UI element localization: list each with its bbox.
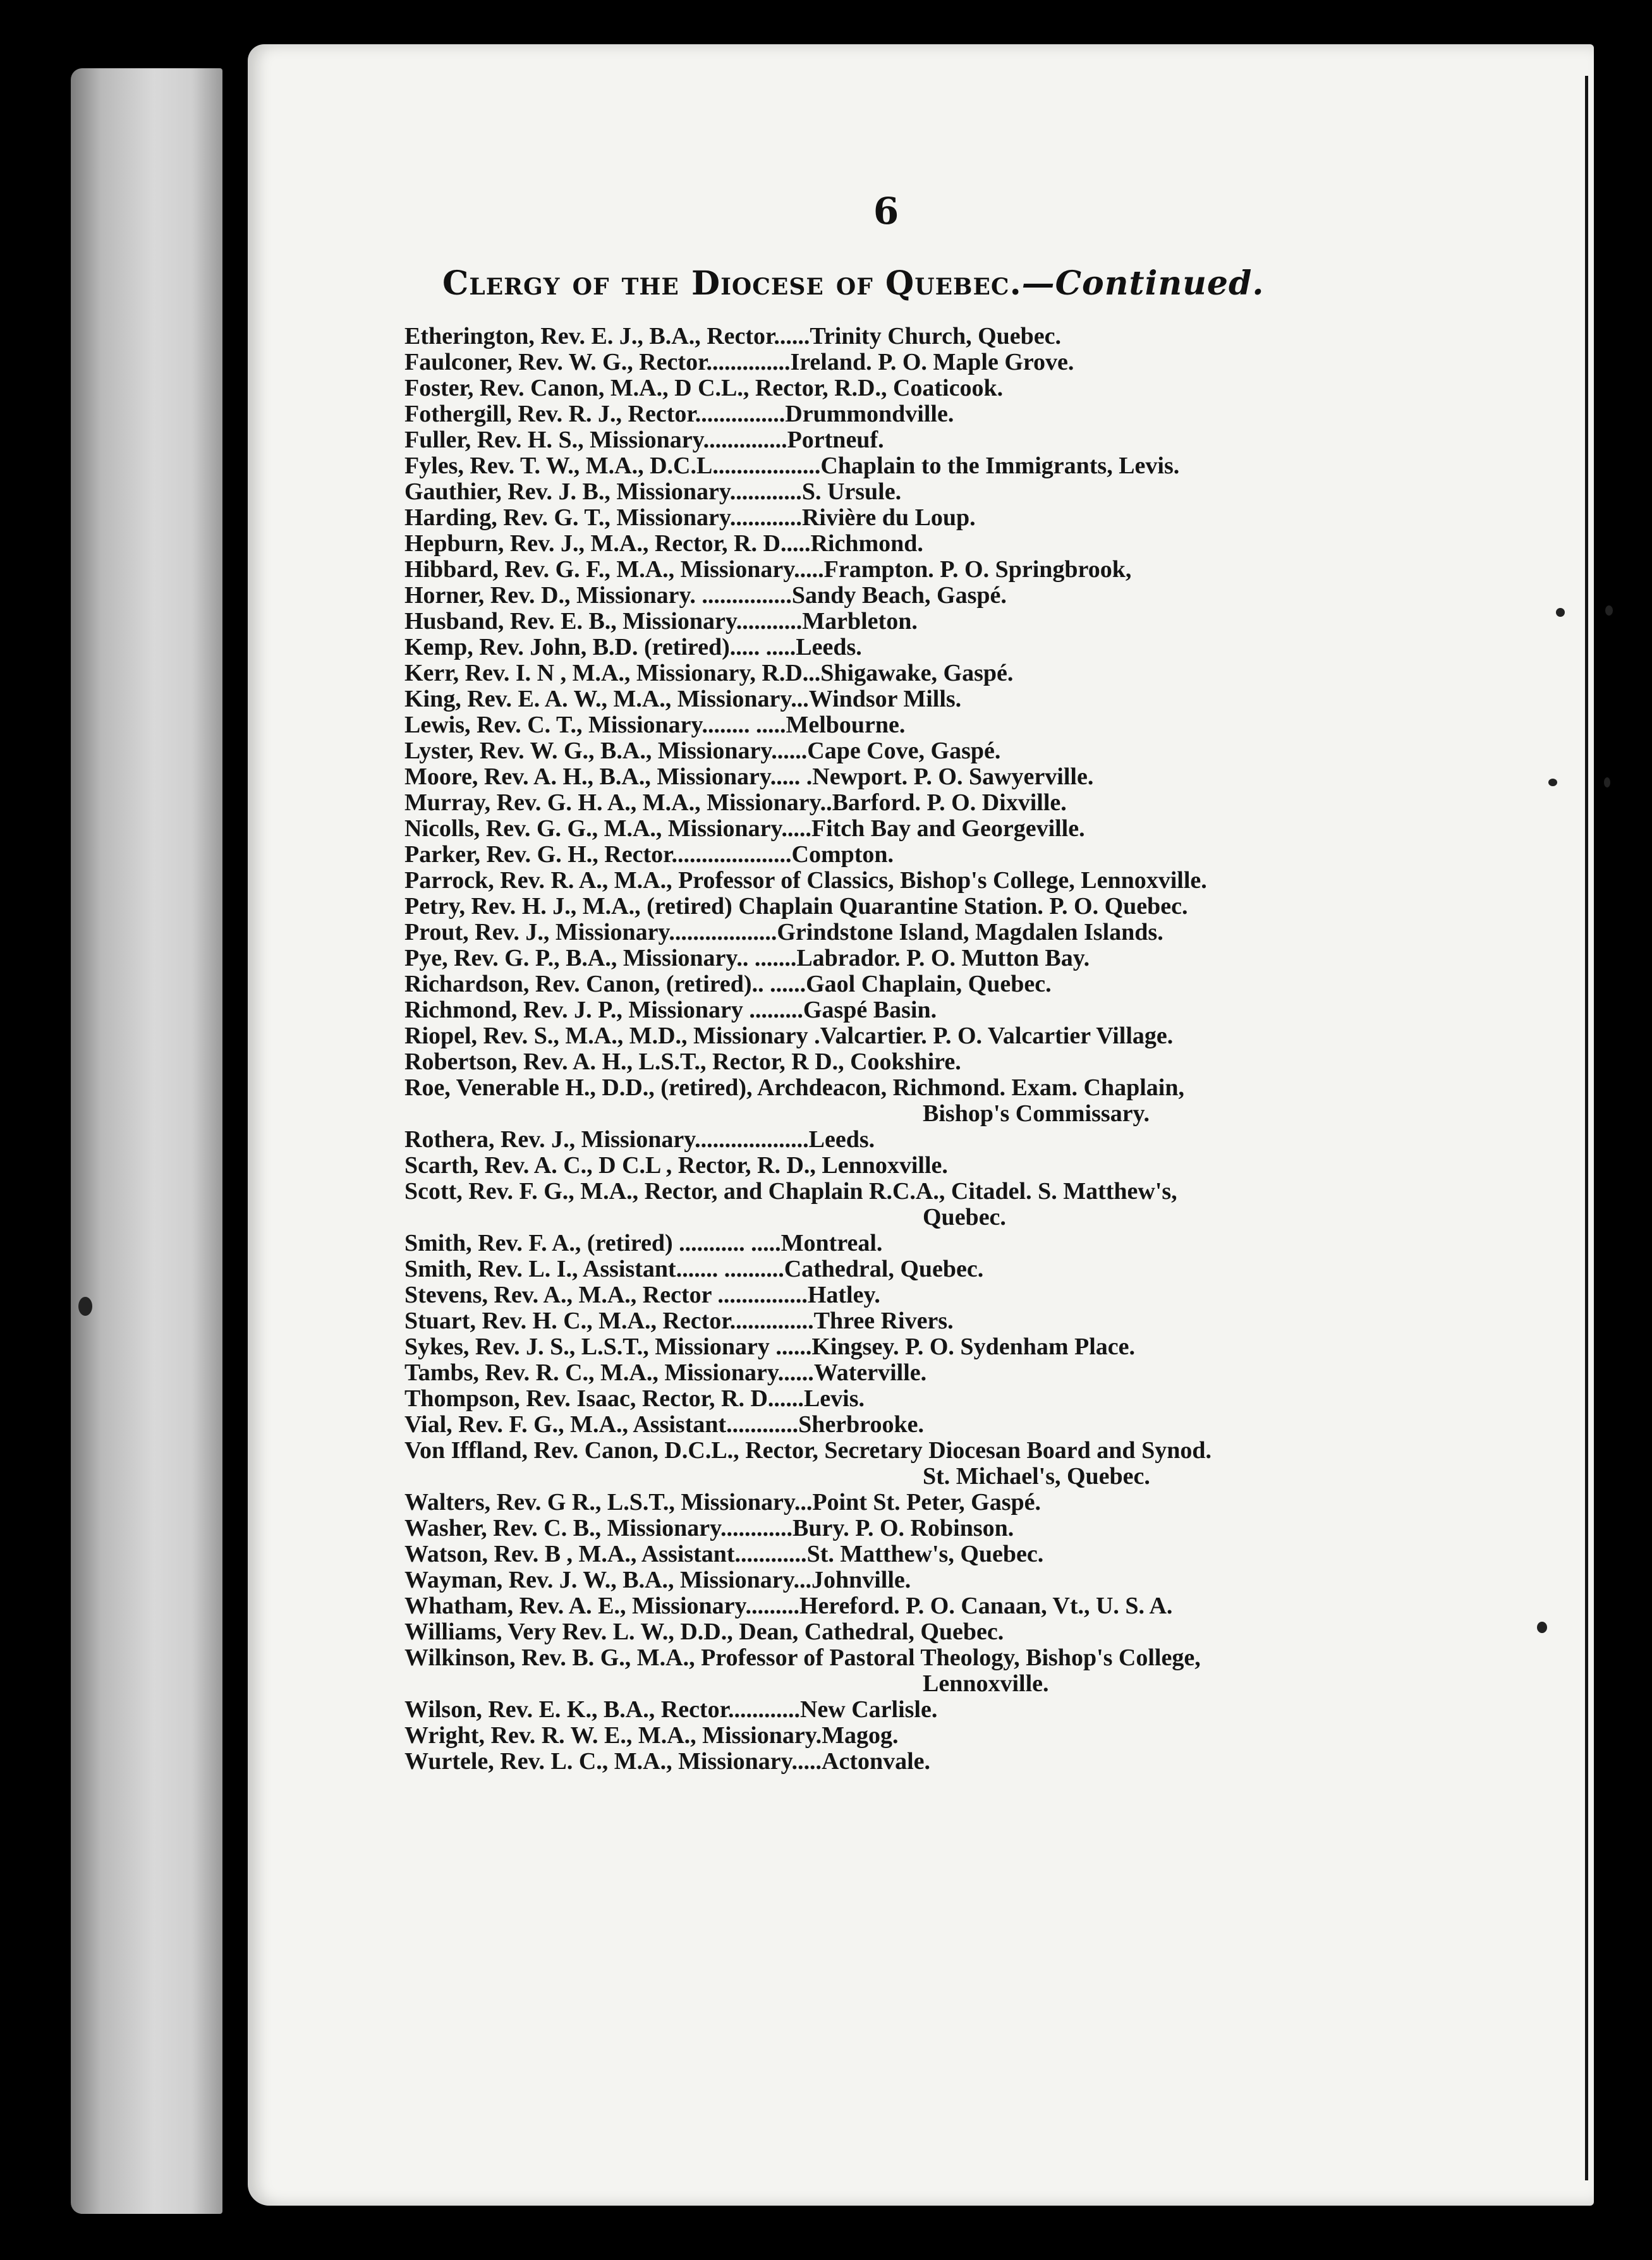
clergy-place: Gaspé Basin. <box>803 997 937 1023</box>
clergy-place: Labrador. P. O. Mutton Bay. <box>796 945 1090 971</box>
clergy-name: Roe, Venerable H., D.D., (retired), Archdeacon, Richmond. Exam. Chaplain, <box>404 1074 1184 1101</box>
clergy-place: Valcartier. P. O. Valcartier Village. <box>820 1023 1174 1049</box>
clergy-name: Lyster, Rev. W. G., B.A., Missionary...... <box>404 738 808 764</box>
clergy-entry <box>404 868 1371 894</box>
clergy-name: Horner, Rev. D., Missionary. ............... <box>404 582 792 609</box>
clergy-place: Drummondville. <box>785 401 954 427</box>
clergy-entry <box>404 349 1371 375</box>
clergy-entry <box>404 583 1371 609</box>
clergy-name: Wilkinson, Rev. B. G., M.A., Professor of Pastoral Theology, Bishop's College, <box>404 1644 1201 1671</box>
clergy-list <box>404 324 1371 1775</box>
clergy-name: Von Iffland, Rev. Canon, D.C.L., Rector, Secretary Diocesan Board and Synod. <box>404 1437 1212 1464</box>
clergy-place: Windsor Mills. <box>808 686 962 712</box>
clergy-entry <box>404 945 1371 971</box>
clergy-place: Leeds. <box>796 634 862 660</box>
clergy-place: Frampton. P. O. Springbrook, <box>823 556 1132 583</box>
clergy-place: Waterville. <box>813 1359 927 1386</box>
clergy-place: Hatley. <box>807 1282 880 1308</box>
clergy-name: Petry, Rev. H. J., M.A., (retired) Chaplain Quarantine Station. P. O. Quebec. <box>404 893 1188 920</box>
clergy-place: Compton. <box>791 841 894 868</box>
clergy-entry <box>404 324 1371 349</box>
clergy-place: Montreal. <box>780 1230 883 1256</box>
clergy-entry <box>404 375 1371 401</box>
clergy-entry <box>404 738 1371 764</box>
page-edge-rule <box>1585 76 1588 2180</box>
clergy-place: Chaplain to the Immigrants, Levis. <box>820 453 1180 479</box>
clergy-entry <box>404 1023 1371 1049</box>
clergy-entry <box>404 505 1371 531</box>
clergy-name: Prout, Rev. J., Missionary.................. <box>404 919 777 945</box>
clergy-place: Kingsey. P. O. Sydenham Place. <box>811 1334 1135 1360</box>
clergy-name: Kerr, Rev. I. N , M.A., Missionary, R.D... <box>404 660 821 686</box>
clergy-name: Scarth, Rev. A. C., D C.L , Rector, R. D., Lennoxville. <box>404 1152 948 1179</box>
clergy-entry <box>404 920 1371 945</box>
clergy-place: Sandy Beach, Gaspé. <box>791 582 1007 609</box>
clergy-entry <box>404 1438 1371 1464</box>
clergy-place: Portneuf. <box>787 427 884 453</box>
clergy-name: King, Rev. E. A. W., M.A., Missionary... <box>404 686 809 712</box>
clergy-entry <box>404 1308 1371 1334</box>
clergy-name: Riopel, Rev. S., M.A., M.D., Missionary . <box>404 1023 820 1049</box>
clergy-entry <box>404 427 1371 453</box>
clergy-place: Ireland. P. O. Maple Grove. <box>790 349 1074 375</box>
clergy-entry <box>404 1749 1371 1775</box>
clergy-continuation: Bishop's Commissary. <box>923 1100 1150 1127</box>
clergy-entry <box>404 842 1371 868</box>
clergy-entry <box>404 1230 1371 1256</box>
clergy-name: Stevens, Rev. A., M.A., Rector ............... <box>404 1282 808 1308</box>
clergy-entry <box>404 894 1371 920</box>
margin-mark <box>1604 777 1610 787</box>
clergy-name: Hepburn, Rev. J., M.A., Rector, R. D..... <box>404 530 811 557</box>
page-heading <box>442 264 1340 303</box>
clergy-entry <box>404 1593 1371 1619</box>
clergy-entry <box>404 531 1371 557</box>
clergy-entry <box>404 1490 1371 1516</box>
clergy-name: Parrock, Rev. R. A., M.A., Professor of Classics, Bishop's College, Lennoxville. <box>404 867 1207 894</box>
clergy-name: Richmond, Rev. J. P., Missionary ......... <box>404 997 803 1023</box>
clergy-place: Point St. Peter, Gaspé. <box>812 1489 1041 1516</box>
clergy-entry <box>404 816 1371 842</box>
clergy-name: Kemp, Rev. John, B.D. (retired)..... ..... <box>404 634 796 660</box>
clergy-name: Etherington, Rev. E. J., B.A., Rector...... <box>404 323 810 349</box>
clergy-place: Sherbrooke. <box>798 1411 924 1438</box>
clergy-name: Washer, Rev. C. B., Missionary............ <box>404 1515 793 1541</box>
clergy-entry <box>404 1075 1371 1101</box>
margin-mark <box>78 1297 92 1316</box>
clergy-continuation: St. Michael's, Quebec. <box>923 1463 1150 1490</box>
clergy-entry <box>404 660 1371 686</box>
clergy-name: Foster, Rev. Canon, M.A., D C.L., Rector, R.D., Coaticook. <box>404 375 1004 401</box>
clergy-name: Fyles, Rev. T. W., M.A., D.C.L.................. <box>404 453 821 479</box>
clergy-name: Murray, Rev. G. H. A., M.A., Missionary.. <box>404 789 832 816</box>
clergy-name: Nicolls, Rev. G. G., M.A., Missionary..... <box>404 815 811 842</box>
clergy-place: Magog. <box>822 1722 899 1749</box>
clergy-entry <box>404 1153 1371 1179</box>
page-number: 6 <box>873 190 899 233</box>
clergy-name: Whatham, Rev. A. E., Missionary......... <box>404 1593 799 1619</box>
clergy-entry <box>404 1541 1371 1567</box>
clergy-name: Pye, Rev. G. P., B.A., Missionary.. ....... <box>404 945 797 971</box>
clergy-place: New Carlisle. <box>799 1696 938 1723</box>
clergy-entry <box>404 453 1371 479</box>
clergy-place: Marbleton. <box>802 608 918 635</box>
clergy-entry <box>404 1697 1371 1723</box>
clergy-name: Fothergill, Rev. R. J., Rector............... <box>404 401 786 427</box>
clergy-place: Johnville. <box>811 1567 911 1593</box>
clergy-place: Fitch Bay and Georgeville. <box>811 815 1085 842</box>
clergy-place: Leeds. <box>808 1126 875 1153</box>
clergy-name: Vial, Rev. F. G., M.A., Assistant............ <box>404 1411 799 1438</box>
clergy-entry <box>404 1334 1371 1360</box>
clergy-entry <box>404 401 1371 427</box>
clergy-entry <box>404 712 1371 738</box>
clergy-place: Trinity Church, Quebec. <box>810 323 1062 349</box>
clergy-name: Smith, Rev. F. A., (retired) ........... ..... <box>404 1230 781 1256</box>
clergy-entry <box>404 1645 1371 1671</box>
clergy-continuation: Lennoxville. <box>923 1670 1049 1697</box>
margin-mark <box>1556 608 1565 617</box>
clergy-name: Stuart, Rev. H. C., M.A., Rector.............. <box>404 1308 814 1334</box>
clergy-place: Newport. P. O. Sawyerville. <box>812 763 1094 790</box>
clergy-name: Watson, Rev. B , M.A., Assistant............ <box>404 1541 807 1567</box>
clergy-entry <box>404 1256 1371 1282</box>
clergy-place: Actonvale. <box>822 1748 931 1775</box>
heading-continued: —Continued. <box>1021 264 1265 303</box>
clergy-name: Walters, Rev. G R., L.S.T., Missionary... <box>404 1489 813 1516</box>
clergy-entry <box>404 557 1371 583</box>
heading-title: Clergy of the Diocese of Quebec. <box>442 264 1022 303</box>
clergy-place: Cathedral, Quebec. <box>784 1256 984 1282</box>
clergy-entry <box>404 479 1371 505</box>
clergy-entry <box>404 1412 1371 1438</box>
clergy-place: St. Matthew's, Quebec. <box>806 1541 1044 1567</box>
clergy-entry <box>404 1049 1371 1075</box>
clergy-place: Gaol Chaplain, Quebec. <box>806 971 1052 997</box>
clergy-name: Husband, Rev. E. B., Missionary........... <box>404 608 803 635</box>
clergy-entry <box>404 997 1371 1023</box>
clergy-place: Rivière du Loup. <box>801 504 976 531</box>
clergy-place: Three Rivers. <box>813 1308 954 1334</box>
clergy-entry <box>404 1282 1371 1308</box>
clergy-entry <box>404 790 1371 816</box>
clergy-place: Melbourne. <box>786 712 906 738</box>
clergy-name: Parker, Rev. G. H., Rector.................... <box>404 841 792 868</box>
clergy-place: Shigawake, Gaspé. <box>820 660 1014 686</box>
clergy-name: Hibbard, Rev. G. F., M.A., Missionary..... <box>404 556 824 583</box>
book-spine-edge <box>71 68 222 2214</box>
clergy-name: Fuller, Rev. H. S., Missionary.............. <box>404 427 787 453</box>
clergy-entry <box>404 1127 1371 1153</box>
margin-mark <box>1537 1622 1547 1633</box>
clergy-name: Wright, Rev. R. W. E., M.A., Missionary. <box>404 1722 822 1749</box>
clergy-name: Scott, Rev. F. G., M.A., Rector, and Chaplain R.C.A., Citadel. S. Matthew's, <box>404 1178 1177 1205</box>
clergy-name: Gauthier, Rev. J. B., Missionary............ <box>404 478 802 505</box>
clergy-name: Tambs, Rev. R. C., M.A., Missionary...... <box>404 1359 814 1386</box>
clergy-place: Bury. P. O. Robinson. <box>793 1515 1014 1541</box>
clergy-entry <box>404 686 1371 712</box>
clergy-entry <box>404 1516 1371 1541</box>
clergy-name: Harding, Rev. G. T., Missionary............ <box>404 504 802 531</box>
margin-mark <box>1605 605 1613 616</box>
clergy-name: Wurtele, Rev. L. C., M.A., Missionary..... <box>404 1748 822 1775</box>
clergy-place: Barford. P. O. Dixville. <box>832 789 1067 816</box>
clergy-name: Sykes, Rev. J. S., L.S.T., Missionary ...... <box>404 1334 812 1360</box>
margin-mark <box>1548 779 1557 786</box>
clergy-entry <box>404 971 1371 997</box>
clergy-name: Smith, Rev. L. I., Assistant....... .......... <box>404 1256 784 1282</box>
clergy-name: Faulconer, Rev. W. G., Rector.............. <box>404 349 791 375</box>
clergy-name: Williams, Very Rev. L. W., D.D., Dean, Cathedral, Quebec. <box>404 1619 1004 1645</box>
clergy-place: Richmond. <box>810 530 923 557</box>
clergy-name: Richardson, Rev. Canon, (retired).. ...... <box>404 971 806 997</box>
clergy-place: Cape Cove, Gaspé. <box>807 738 1001 764</box>
clergy-place: Grindstone Island, Magdalen Islands. <box>777 919 1163 945</box>
clergy-entry <box>404 1619 1371 1645</box>
clergy-name: Robertson, Rev. A. H., L.S.T., Rector, R D., Cookshire. <box>404 1048 961 1075</box>
clergy-name: Lewis, Rev. C. T., Missionary........ ..... <box>404 712 786 738</box>
clergy-entry <box>404 1567 1371 1593</box>
clergy-entry <box>404 1386 1371 1412</box>
clergy-entry <box>404 609 1371 635</box>
clergy-name: Moore, Rev. A. H., B.A., Missionary..... . <box>404 763 813 790</box>
clergy-entry <box>404 635 1371 660</box>
clergy-place: S. Ursule. <box>801 478 902 505</box>
clergy-name: Wayman, Rev. J. W., B.A., Missionary... <box>404 1567 811 1593</box>
clergy-name: Wilson, Rev. E. K., B.A., Rector............ <box>404 1696 800 1723</box>
clergy-continuation: Quebec. <box>923 1204 1006 1230</box>
clergy-entry <box>404 1179 1371 1205</box>
clergy-place: Levis. <box>803 1385 865 1412</box>
clergy-entry <box>404 1723 1371 1749</box>
clergy-entry <box>404 764 1371 790</box>
clergy-place: Hereford. P. O. Canaan, Vt., U. S. A. <box>799 1593 1173 1619</box>
clergy-name: Thompson, Rev. Isaac, Rector, R. D...... <box>404 1385 804 1412</box>
clergy-name: Rothera, Rev. J., Missionary................... <box>404 1126 809 1153</box>
clergy-entry <box>404 1360 1371 1386</box>
